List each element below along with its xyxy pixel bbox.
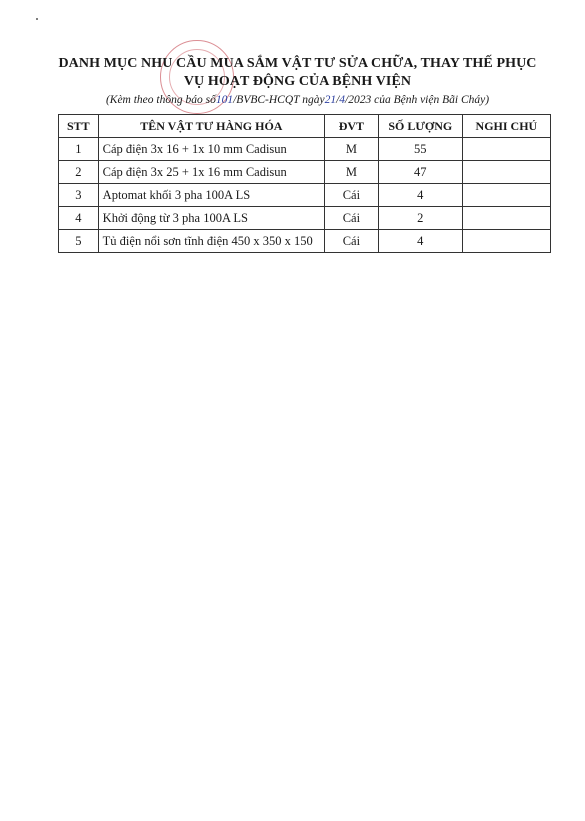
subtitle-mid: /BVBC-HCQT ngày [233, 94, 325, 106]
supplies-table [58, 114, 551, 253]
subtitle-month: 4 [339, 94, 346, 106]
cell-stt: 1 [59, 138, 99, 161]
cell-note [462, 230, 550, 253]
title-line-2: VỤ HOẠT ĐỘNG CỦA BỆNH VIỆN [183, 74, 412, 89]
cell-unit: Cái [324, 184, 378, 207]
page-title [40, 55, 555, 91]
table-row [59, 161, 551, 184]
table-header-row [59, 115, 551, 138]
cell-note [462, 207, 550, 230]
header-stt: STT [59, 115, 99, 138]
cell-name: Tủ điện nổi sơn tĩnh điện 450 x 350 x 150 [98, 230, 324, 253]
cell-name: Cáp điện 3x 25 + 1x 16 mm Cadisun [98, 161, 324, 184]
subtitle-day: 21 [324, 94, 337, 106]
cell-note [462, 138, 550, 161]
table-row [59, 138, 551, 161]
cell-stt: 4 [59, 207, 99, 230]
subtitle-suffix: /2023 của Bệnh viện Bãi Cháy) [345, 94, 490, 106]
cell-qty: 2 [378, 207, 462, 230]
cell-qty: 4 [378, 184, 462, 207]
cell-unit: M [324, 138, 378, 161]
cell-qty: 55 [378, 138, 462, 161]
cell-note [462, 161, 550, 184]
cell-stt: 2 [59, 161, 99, 184]
table-row [59, 230, 551, 253]
title-line-1: DANH MỤC NHU CẦU MUA SẮM VẬT TƯ SỬA CHỮA, THAY THẾ PHỤC [58, 56, 537, 71]
cell-stt: 5 [59, 230, 99, 253]
document-subtitle [40, 93, 555, 108]
cell-name: Khởi động từ 3 pha 100A LS [98, 207, 324, 230]
cell-unit: M [324, 161, 378, 184]
cell-note [462, 184, 550, 207]
table-row [59, 184, 551, 207]
cell-qty: 4 [378, 230, 462, 253]
cell-name: Aptomat khối 3 pha 100A LS [98, 184, 324, 207]
subtitle-sep: / [336, 94, 340, 106]
cell-unit: Cái [324, 230, 378, 253]
header-name: TÊN VẬT TƯ HÀNG HÓA [98, 115, 324, 138]
header-unit: ĐVT [324, 115, 378, 138]
cell-qty: 47 [378, 161, 462, 184]
subtitle-number: 101 [215, 94, 234, 106]
header-qty: SỐ LƯỢNG [378, 115, 462, 138]
header-note: NGHI CHÚ [462, 115, 550, 138]
table-row [59, 207, 551, 230]
cell-stt: 3 [59, 184, 99, 207]
scan-speck [36, 18, 38, 20]
cell-name: Cáp điện 3x 16 + 1x 10 mm Cadisun [98, 138, 324, 161]
subtitle-prefix: (Kèm theo thông báo số [105, 94, 216, 106]
cell-unit: Cái [324, 207, 378, 230]
